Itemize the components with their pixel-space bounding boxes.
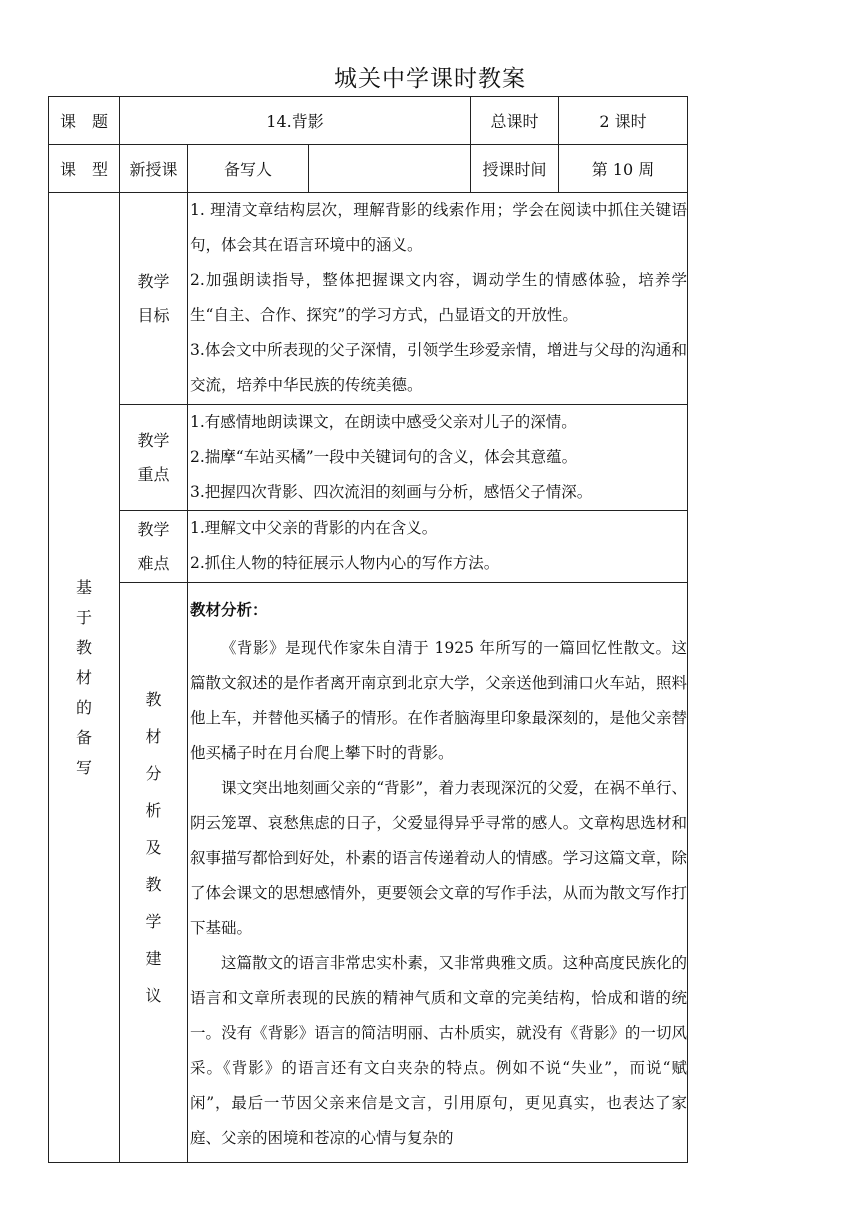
writer-value: [309, 145, 471, 193]
focus-content: [188, 405, 688, 511]
type-label: 课 型: [49, 145, 120, 193]
side-label: 基于教材的备写: [75, 577, 92, 777]
goal-item: 2.加强朗读指导，整体把握课文内容，调动学生的情感体验，培养学生“自主、合作、探究”的学习方式，凸显语文的开放性。: [190, 271, 687, 324]
writer-label: 备写人: [188, 145, 309, 193]
goals-label-cell: [120, 193, 188, 405]
total-hours-value: 2 课时: [559, 97, 688, 145]
goal-item: 1. 理清文章结构层次，理解背影的线索作用；学会在阅读中抓住关键语句，体会其在语言环境中的涵义。: [190, 201, 687, 254]
analysis-content: [188, 583, 688, 1163]
class-time-label: 授课时间: [471, 145, 559, 193]
focus-item: 2.揣摩“车站买橘”一段中关键词句的含义，体会其意蕴。: [190, 448, 578, 466]
total-hours-label: 总课时: [471, 97, 559, 145]
topic-label: 课 题: [49, 97, 120, 145]
focus-label: 教学重点: [137, 430, 170, 484]
goals-content: [188, 193, 688, 405]
topic-value: 14.背影: [120, 97, 471, 145]
difficulty-label: 教学难点: [137, 519, 170, 573]
goals-label: 教学目标: [137, 271, 170, 325]
focus-item: 1.有感情地朗读课文，在朗读中感受父亲对儿子的深情。: [190, 413, 577, 431]
difficulty-item: 2.抓住人物的特征展示人物内心的写作方法。: [190, 554, 500, 572]
row-analysis: [49, 583, 688, 1163]
focus-label-cell: [120, 405, 188, 511]
analysis-paragraph: 《背影》是现代作家朱自清于 1925 年所写的一篇回忆性散文。这篇散文叙述的是作者离开南京到北京大学，父亲送他到浦口火车站，照料他上车，并替他买橘子的情形。在作者脑海里印象最深刻的，是他父亲替他买橘子时在月台爬上攀下时的背影。: [190, 639, 687, 762]
difficulty-content: [188, 511, 688, 583]
row-goals: [49, 193, 688, 405]
analysis-label-cell: [120, 583, 188, 1163]
difficulty-label-cell: [120, 511, 188, 583]
analysis-paragraph: 课文突出地刻画父亲的“背影”，着力表现深沉的父爱，在祸不单行、阴云笼罩、哀愁焦虑的日子，父爱显得异乎寻常的感人。文章构思选材和叙事描写都恰到好处，朴素的语言传递着动人的情感。学习这篇文章，除了体会课文的思想感情外，更要领会文章的写作手法，从而为散文写作打下基础。: [190, 779, 687, 937]
row-difficulty: [49, 511, 688, 583]
row-type: [49, 145, 688, 193]
row-topic: [49, 97, 688, 145]
analysis-heading: 教材分析：: [190, 600, 268, 619]
difficulty-item: 1.理解文中父亲的背影的内在含义。: [190, 519, 438, 537]
analysis-label: 教材分析及教学建议: [145, 690, 162, 1005]
analysis-paragraph: 这篇散文的语言非常忠实朴素，又非常典雅文质。这种高度民族化的语言和文章所表现的民族的精神气质和文章的完美结构，恰成和谐的统一。没有《背影》语言的简洁明丽、古朴质实，就没有《背影》的一切风采。《背影》的语言还有文白夹杂的特点。例如不说“失业”，而说“赋闲”，最后一节因父亲来信是文言，引用原句，更见真实，也表达了家庭、父亲的困境和苍凉的心情与复杂的: [190, 954, 687, 1147]
row-focus: [49, 405, 688, 511]
type-value: 新授课: [120, 145, 188, 193]
page-title: 城关中学课时教案: [334, 66, 526, 92]
class-time-value: 第 10 周: [559, 145, 688, 193]
side-label-cell: [49, 193, 120, 1163]
goal-item: 3.体会文中所表现的父子深情，引领学生珍爱亲情，增进与父母的沟通和交流，培养中华民族的传统美德。: [190, 341, 687, 394]
focus-item: 3.把握四次背影、四次流泪的刻画与分析，感悟父子情深。: [190, 483, 593, 501]
lesson-plan-table: [48, 96, 688, 1163]
